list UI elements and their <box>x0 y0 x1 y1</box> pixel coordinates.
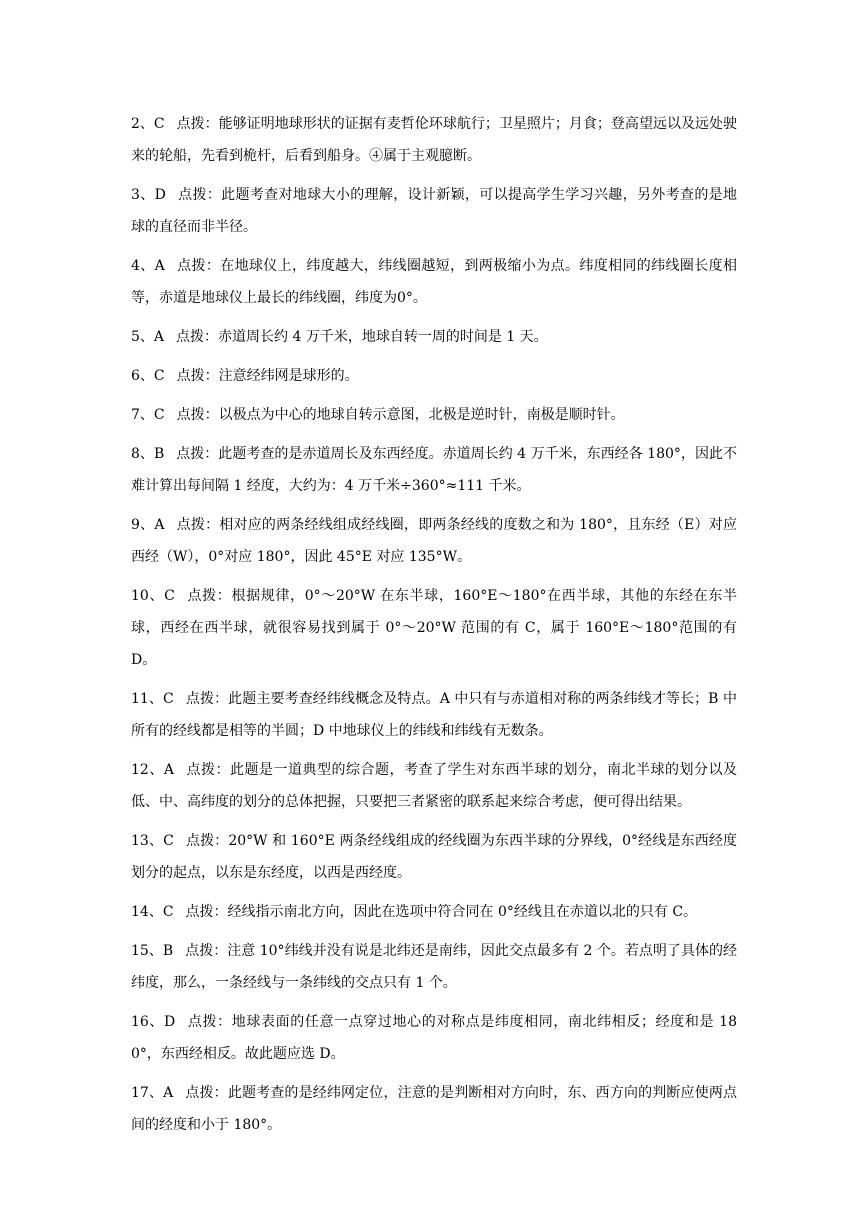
answer-item-5 <box>131 321 737 353</box>
answer-item-17 <box>131 1077 737 1141</box>
answer-item-2 <box>131 108 737 172</box>
answer-number: 2、C <box>131 116 165 132</box>
answer-explanation: 点拨：此题考查的是经纬网定位，注意的是判断相对方向时，东、西方向的判断应使两点间的经度和小于 180°。 <box>131 1085 737 1133</box>
answer-number: 5、A <box>131 329 165 345</box>
answer-number: 7、C <box>131 407 165 423</box>
answer-explanation: 点拨：此题是一道典型的综合题，考查了学生对东西半球的划分，南北半球的划分以及低、中、高纬度的划分的总体把握，只要把三者紧密的联系起来综合考虑，便可得出结果。 <box>131 762 737 810</box>
answer-item-8 <box>131 438 737 502</box>
answer-explanation: 点拨：此题考查对地球大小的理解，设计新颖，可以提高学生学习兴趣，另外考查的是地球的直径而非半径。 <box>131 187 737 235</box>
answer-explanation: 点拨：赤道周长约 4 万千米，地球自转一周的时间是 1 天。 <box>176 329 548 345</box>
answer-item-13 <box>131 825 737 889</box>
answer-explanation: 点拨：在地球仪上，纬度越大，纬线圈越短，到两极缩小为点。纬度相同的纬线圈长度相等，赤道是地球仪上最长的纬线圈，纬度为0°。 <box>131 258 737 306</box>
answer-explanation: 点拨：相对应的两条经线组成经线圈，即两条经线的度数之和为 180°，且东经（E）对应西经（W），0°对应 180°，因此 45°E 对应 135°W。 <box>131 517 737 565</box>
answer-item-7 <box>131 399 737 431</box>
answer-item-12 <box>131 754 737 818</box>
answer-explanation: 点拨：注意经纬网是球形的。 <box>176 368 359 384</box>
answer-item-6 <box>131 360 737 392</box>
answer-number: 3、D <box>131 187 166 203</box>
answer-number: 9、A <box>131 517 165 533</box>
answer-item-4 <box>131 250 737 314</box>
answer-item-15 <box>131 935 737 999</box>
answer-number: 17、A <box>131 1085 174 1101</box>
answer-explanation: 点拨：地球表面的任意一点穿过地心的对称点是纬度相同，南北纬相反；经度和是 180°，东西经相反。故此题应选 D。 <box>131 1014 737 1062</box>
answer-list <box>131 108 737 1148</box>
answer-number: 13、C <box>131 833 174 849</box>
answer-explanation: 点拨：20°W 和 160°E 两条经线组成的经线圈为东西半球的分界线，0°经线是东西经度划分的起点，以东是东经度，以西是西经度。 <box>131 833 738 881</box>
answer-item-16 <box>131 1006 737 1070</box>
answer-number: 10、C <box>131 588 175 604</box>
answer-explanation: 点拨：根据规律，0°～20°W 在东半球，160°E～180°在西半球，其他的东经在东半球，西经在西半球，就很容易找到属于 0°～20°W 范围的有 C，属于 160°E～180°范围的有 D。 <box>131 588 737 668</box>
answer-item-10 <box>131 580 737 676</box>
answer-item-9 <box>131 509 737 573</box>
answer-number: 15、B <box>131 943 174 959</box>
answer-number: 14、C <box>131 904 174 920</box>
answer-explanation: 点拨：以极点为中心的地球自转示意图，北极是逆时针，南极是顺时针。 <box>176 407 625 423</box>
answer-number: 16、D <box>131 1014 176 1030</box>
answer-explanation: 点拨：注意 10°纬线并没有说是北纬还是南纬，因此交点最多有 2 个。若点明了具体的经纬度，那么，一条经线与一条纬线的交点只有 1 个。 <box>131 943 738 991</box>
answer-number: 11、C <box>131 691 174 707</box>
answer-explanation: 点拨：此题考查的是赤道周长及东西经度。赤道周长约 4 万千米，东西经各 180°，因此不难计算出每间隔 1 经度，大约为：4 万千米÷360°≈111 千米。 <box>131 446 737 494</box>
answer-item-3 <box>131 179 737 243</box>
answer-number: 6、C <box>131 368 165 384</box>
answer-explanation: 点拨：经线指示南北方向，因此在选项中符合同在 0°经线且在赤道以北的只有 C。 <box>185 904 698 920</box>
answer-number: 4、A <box>131 258 165 274</box>
answer-explanation: 点拨：此题主要考查经纬线概念及特点。A 中只有与赤道相对称的两条纬线才等长；B 中所有的经线都是相等的半圆；D 中地球仪上的纬线和纬线有无数条。 <box>131 691 738 739</box>
answer-number: 12、A <box>131 762 174 778</box>
answer-explanation: 点拨：能够证明地球形状的证据有麦哲伦环球航行；卫星照片；月食；登高望远以及远处驶来的轮船，先看到桅杆，后看到船身。④属于主观臆断。 <box>131 116 737 164</box>
answer-number: 8、B <box>131 446 165 462</box>
answer-item-11 <box>131 683 737 747</box>
answer-item-14 <box>131 896 737 928</box>
